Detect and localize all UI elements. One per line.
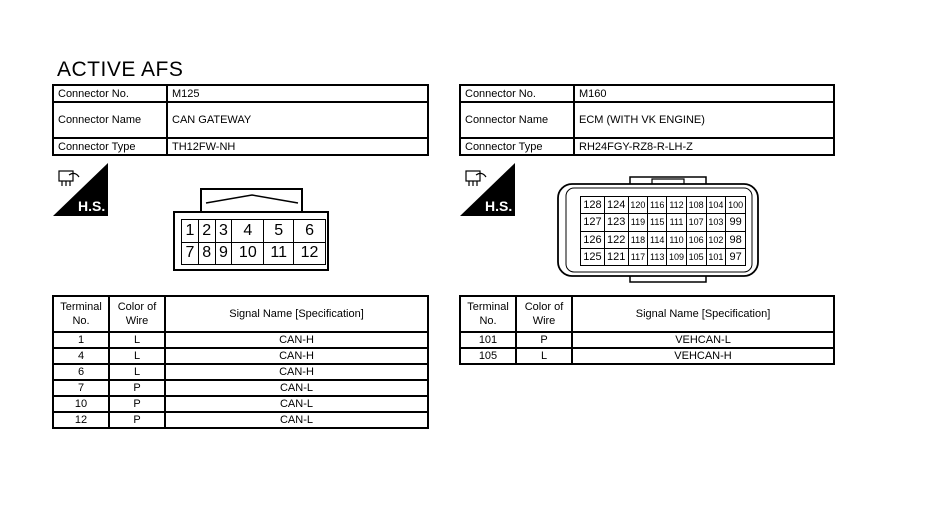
signal-cell: CAN-H [165,332,428,348]
signal-cell: CAN-L [165,380,428,396]
color-cell: L [516,348,572,364]
pin-cell: 104 [706,197,726,214]
col-color-header: Color of Wire [109,296,165,332]
table-row [53,332,428,348]
connector-type-value: TH12FW-NH [167,138,428,155]
color-cell: P [516,332,572,348]
pin-cell: 118 [628,231,648,248]
table-row [460,348,834,364]
terminal-cell: 12 [53,412,109,428]
connector-no-label: Connector No. [53,85,167,102]
col-signal-header: Signal Name [Specification] [572,296,834,332]
pin-cell: 4 [232,220,264,243]
hs-label: H.S. [78,198,106,214]
signal-cell: VEHCAN-L [572,332,834,348]
harness-side-icon [460,163,515,216]
table-row [53,364,428,380]
connector-name-value: CAN GATEWAY [167,102,428,138]
connector-type-label: Connector Type [53,138,167,155]
pin-cell: 123 [604,214,628,231]
pin-cell: 8 [198,242,215,265]
pin-cell: 107 [686,214,706,231]
pin-cell: 126 [581,231,605,248]
left-signal-table [52,295,429,429]
right-signal-table [459,295,835,365]
pin-cell: 10 [232,242,264,265]
terminal-cell: 4 [53,348,109,364]
pin-cell: 122 [604,231,628,248]
terminal-cell: 7 [53,380,109,396]
pin-cell: 105 [686,248,706,265]
pin-cell: 108 [686,197,706,214]
col-color-header: Color of Wire [516,296,572,332]
color-cell: P [109,396,165,412]
pin-cell: 119 [628,214,648,231]
pin-cell: 117 [628,248,648,265]
terminal-cell: 105 [460,348,516,364]
harness-side-icon [53,163,108,216]
pin-cell: 98 [726,231,746,248]
terminal-cell: 6 [53,364,109,380]
color-cell: L [109,364,165,380]
pin-cell: 124 [604,197,628,214]
pin-cell: 127 [581,214,605,231]
terminal-cell: 1 [53,332,109,348]
pin-cell: 97 [726,248,746,265]
connector-type-value: RH24FGY-RZ8-R-LH-Z [574,138,834,155]
pin-cell: 115 [648,214,667,231]
connector-no-label: Connector No. [460,85,574,102]
connector-name-value: ECM (WITH VK ENGINE) [574,102,834,138]
color-cell: P [109,380,165,396]
signal-cell: CAN-L [165,396,428,412]
pin-cell: 3 [215,220,232,243]
pin-cell: 1 [182,220,199,243]
table-row [53,412,428,428]
connector-no-value: M125 [167,85,428,102]
pin-grid-m160 [580,196,746,266]
pin-cell: 116 [648,197,667,214]
pin-cell: 114 [648,231,667,248]
pin-cell: 102 [706,231,726,248]
pin-cell: 103 [706,214,726,231]
signal-cell: CAN-H [165,364,428,380]
pin-cell: 11 [264,242,294,265]
signal-cell: CAN-L [165,412,428,428]
pin-cell: 110 [667,231,687,248]
hs-label: H.S. [485,198,513,214]
pin-cell: 12 [294,242,326,265]
pin-cell: 2 [198,220,215,243]
col-terminal-header: Terminal No. [460,296,516,332]
table-row [53,396,428,412]
pin-cell: 5 [264,220,294,243]
pin-cell: 6 [294,220,326,243]
pin-cell: 121 [604,248,628,265]
pin-cell: 128 [581,197,605,214]
pin-cell: 9 [215,242,232,265]
color-cell: P [109,412,165,428]
pin-cell: 99 [726,214,746,231]
color-cell: L [109,332,165,348]
pin-grid-m125 [181,219,326,265]
right-connector-info [459,84,835,156]
page-title: ACTIVE AFS [57,58,184,81]
pin-cell: 112 [667,197,687,214]
connector-name-label: Connector Name [53,102,167,138]
connector-name-label: Connector Name [460,102,574,138]
terminal-cell: 10 [53,396,109,412]
table-row [53,348,428,364]
pin-cell: 101 [706,248,726,265]
pin-cell: 100 [726,197,746,214]
pin-cell: 113 [648,248,667,265]
table-row [460,332,834,348]
pin-cell: 7 [182,242,199,265]
pin-cell: 109 [667,248,687,265]
color-cell: L [109,348,165,364]
pin-cell: 111 [667,214,687,231]
signal-cell: CAN-H [165,348,428,364]
table-row [53,380,428,396]
terminal-cell: 101 [460,332,516,348]
pin-cell: 106 [686,231,706,248]
col-signal-header: Signal Name [Specification] [165,296,428,332]
left-connector-info [52,84,429,156]
pin-cell: 125 [581,248,605,265]
signal-cell: VEHCAN-H [572,348,834,364]
col-terminal-header: Terminal No. [53,296,109,332]
connector-type-label: Connector Type [460,138,574,155]
pin-cell: 120 [628,197,648,214]
connector-no-value: M160 [574,85,834,102]
